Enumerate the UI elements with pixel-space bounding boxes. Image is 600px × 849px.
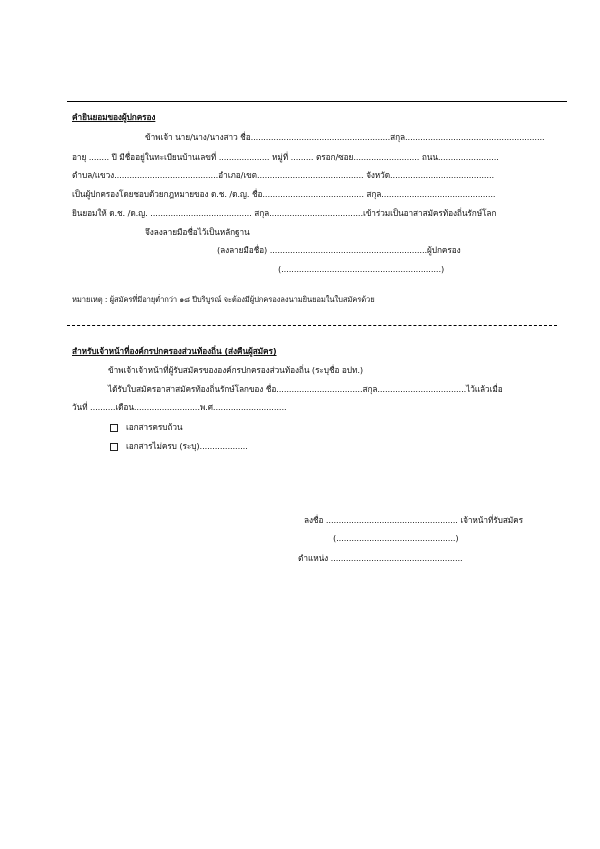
official-received-line: ได้รับใบสมัครอาสาสมัครท้องถิ่นรักษ์โลกของ ชื่อ..................................สกุล...................................ไว้แล้วเมื่อ: [108, 384, 503, 394]
guardian-printed-name-line: (...............................................................): [278, 264, 445, 274]
official-date-line: วันที่ ..........เดือน..........................พ.ศ.............................: [72, 402, 287, 412]
guardian-permission-line: ยินยอมให้ ด.ช. /ด.ญ. ........................................ สกุล.....................................เข้าร่วมเป็นอาสาสมัครท้องถิ่นรักษ์โลก: [72, 208, 497, 218]
official-intro-line: ข้าพเจ้าเจ้าหน้าที่ผู้รับสมัครขององค์กรปกครองส่วนท้องถิ่น (ระบุชื่อ อปท.): [108, 365, 363, 375]
guardian-evidence-line: จึงลงลายมือชื่อไว้เป็นหลักฐาน: [145, 227, 250, 237]
guardian-signature-line: (ลงลายมือชื่อ) ..............................................................ผู้ปกครอง: [217, 245, 461, 255]
official-section-title: สำหรับเจ้าหน้าที่องค์กรปกครองส่วนท้องถิ่น (ส่งคืนผู้สมัคร): [72, 346, 277, 356]
top-rule: [67, 101, 567, 102]
incomplete-checkbox-label: เอกสารไม่ครบ (ระบุ)...................: [126, 441, 248, 451]
incomplete-checkbox[interactable]: [110, 443, 118, 451]
official-signature-line: ลงชื่อ .................................................... เจ้าหน้าที่รับสมัคร: [304, 515, 523, 525]
official-position-line: ตำแหน่ง ....................................................: [298, 553, 463, 563]
official-printed-name-line: (...............................................): [333, 533, 459, 543]
guardian-consent-title: คำยินยอมของผู้ปกครอง: [72, 112, 156, 122]
complete-checkbox[interactable]: [110, 424, 118, 432]
guardian-address-line: อายุ ........ ปี มีชื่ออยู่ในทะเบียนบ้านเลขที่ .................... หมู่ที่ ......... ตรอก/ซอย.......................... ถนน........................: [72, 152, 499, 162]
guardian-district-line: ตำบล/แขวง.........................................อำเภอ/เขต.......................................... จังหวัด.........................................: [72, 170, 495, 180]
cut-line: [67, 325, 557, 326]
guardian-relation-line: เป็นผู้ปกครองโดยชอบด้วยกฎหมายของ ด.ช. /ด.ญ. ชื่อ........................................ สกุล.............................................: [72, 189, 496, 199]
guardian-name-line: ข้าพเจ้า นาย/นาง/นางสาว ชื่อ.......................................................สกุล.......................................................: [145, 132, 545, 142]
complete-checkbox-label: เอกสารครบถ้วน: [126, 422, 183, 432]
guardian-note: หมายเหตุ : ผู้สมัครที่มีอายุต่ำกว่า ๑๘ ปีบริบูรณ์ จะต้องมีผู้ปกครองลงนามยินยอมในใบสมัครด้วย: [72, 295, 375, 304]
